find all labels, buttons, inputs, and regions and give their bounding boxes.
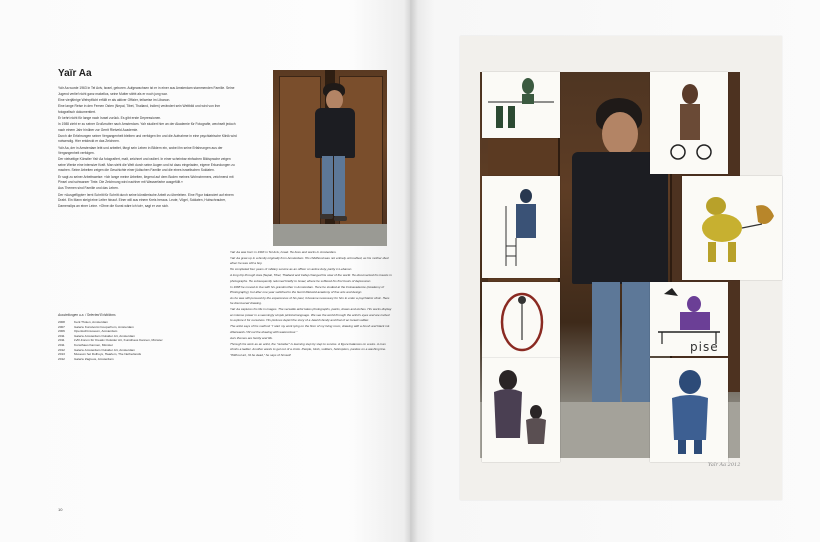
exhibitions-list <box>58 320 238 361</box>
jeans-leg-right <box>622 282 650 416</box>
jeans-leg-left <box>592 282 620 414</box>
exhibition-year: 2011 <box>58 338 65 343</box>
book-gutter <box>404 0 418 542</box>
face <box>326 90 343 110</box>
exhibition-venue: Openluchtmuseum, Amsterdam <box>74 329 118 334</box>
body-paragraph: In 1988 zieht er zu seiner Großmutter nach Amsterdam. Yaïr studiert hier an der Akademie für Fotografie, wechselt jedoch nach einem Jahr hinüber zur Gerrit Rietveld Academie. <box>58 121 236 132</box>
exhibition-venue: Galerie Kunstvorst Cooperhom, Amsterdam <box>74 324 134 329</box>
collage-artwork <box>460 36 782 500</box>
caption-paragraph: A long trip through Asia (Nepal, Tibet, Thailand and India) changed his view of the world. He documented his travels in photographs. He subsequently returned briefly to Israel, where he suffered his first bouts of depression. <box>230 273 392 283</box>
exhibition-year: 2007 <box>58 324 65 329</box>
body-paragraph: Eine lange Reise in den Fernen Osten (Nepal, Tibet, Thailand, Indien) verändert sein Weltbild und wird von ihm fotografisch dokumentiert. <box>58 103 221 114</box>
artist-photo <box>273 70 387 246</box>
artist-signature: Yaïr Aa 2012 <box>708 462 741 468</box>
exhibition-year: 2008 <box>58 320 65 324</box>
drawing-tightrope <box>482 72 560 138</box>
caption-paragraph: Aa's themes are family and life. <box>230 335 273 340</box>
drawing-ladder-figure <box>482 176 560 278</box>
yellow-figure-drawing <box>682 176 782 280</box>
drawing-blue-figure <box>650 358 728 462</box>
english-biography <box>230 250 392 358</box>
drawing-inscription: pise <box>690 340 719 354</box>
german-biography <box>58 86 238 210</box>
body-paragraph: Durch die Erfahrungen seiner Vergangenheit bleiben und verfolgen ihn und die Aufnahme in eine psychiatrische Klinik wird notwendig. Hier entdeckt er das Zeichnen. <box>58 133 237 144</box>
body-paragraph: Yaïr Aa, der in Amsterdam lebt und arbeitet, fängt sein Leben in Bildern ein, wobei ihn seine Erfahrungen aus der Vergangenheit verfolgen. <box>58 145 223 156</box>
artist-name-title: Yaïr Aa <box>58 68 92 79</box>
face <box>602 112 638 156</box>
caption-paragraph: He completed four years of military service as an officer on active duty, partly in Lebanon. <box>230 267 353 272</box>
body-paragraph: Eine vierjährige Wehrpflicht erfüllt er als aktiver Offizier, teilweise im Libanon. <box>58 97 171 102</box>
exhibition-year: 2006 <box>58 329 65 334</box>
jeans-leg-right <box>334 156 345 216</box>
figure-on-wheels-drawing <box>650 72 728 174</box>
caption-paragraph: Yaïr Aa grew up in a family originally from Amsterdam. His childhood was not entirely untroubled, as his mother died when he was still a boy. <box>230 255 389 266</box>
page-number: 10 <box>58 507 63 512</box>
body-paragraph: Der vielseitige Künstler Yaïr Aa fotografiert, malt, zeichnet und radiert. In einer scheinbar einfachen Bildsprache zeigen seine Werke eine intensive Kraft. Man sieht die Welt durch seine Augen und ist dazu eingeladen, eigene Erkundungen zu machen. Seine Arbeiten zeigen die Geschichte einer jüdischen Familie und die eines israelischen Soldaten. <box>58 157 235 173</box>
exhibition-year: 2012 <box>58 356 65 361</box>
exhibition-row <box>58 357 238 362</box>
exhibition-venue: Kerk Tholen, Amsterdam <box>74 320 108 324</box>
caption-paragraph: Yaïr Aa was born in 1963 in Tel Aviv, Israel. He lives and works in Amsterdam. <box>230 250 337 254</box>
exhibition-venue: Galerie Zagreus, Amsterdam <box>74 356 114 361</box>
circle-figure-drawing <box>482 282 560 360</box>
caption-paragraph: As he was still pursued by the experiences of his past, it became necessary for him to enter a psychiatric clinic. Here he discovered drawing. <box>230 295 390 306</box>
exhibition-venue: LVR-Forum für Kreativ Outsider Art, Kunsthaus Kannen, Münster <box>74 338 163 343</box>
blue-figure-drawing <box>650 358 728 462</box>
jeans-leg-left <box>322 156 333 214</box>
exhibition-venue: Kunsthaus Kannen, Münster <box>74 342 114 347</box>
exhibition-venue: Museum het Dolhuys, Haarlem, The Netherlands <box>74 352 142 357</box>
tightrope-walker-drawing <box>482 72 560 138</box>
caption-paragraph: In 1988 he moved to live with his grandmother in Amsterdam. Here he studied at the Fotoacademie (Academy of Photography), but after one year switched to the Gerrit Rietveld academy of fine arts and design. <box>230 284 384 295</box>
drawing-purple-figure <box>650 282 728 356</box>
drawing-circle-figure <box>482 282 560 360</box>
doorstep <box>273 224 387 246</box>
caption-paragraph: The artist says of his method: "I start my work lying on the floor of my living room, drawing with a brush and black ink. Afterwards I fill out the drawing with watercolour." <box>230 324 391 334</box>
exhibition-year: 2011 <box>58 333 65 338</box>
exhibition-venue: Galerie Amsterdam Outsider Art, Amsterdam <box>74 333 136 338</box>
exhibition-year: 2011 <box>58 342 65 347</box>
shoe-right <box>334 216 347 221</box>
two-figures-drawing <box>482 358 560 462</box>
body-paragraph: Yaïr Aa wurde 1963 in Tel Aviv, Israel, geboren. Aufgewachsen ist er in einer aus Amsterdam stammenden Familie. Seine Jugend verlief nicht ganz makellos, seine Mutter stirbt als er noch jung war. <box>58 86 235 96</box>
shoe-left <box>320 214 333 219</box>
ladder-figure-drawing <box>482 176 560 278</box>
exhibition-year: 2012 <box>58 347 65 352</box>
drawing-two-figures <box>482 358 560 462</box>
exhibitions-heading: Ausstellungen u.a. / Selected Exhibitions <box>58 313 116 317</box>
body-paragraph: Er sagt zu seiner Arbeitsweise: »Ich lange meine Arbeiten, liegend auf dem Boden meines Wohnzimmers, zeichnend mit Pinsel und schwarzer Tinte. Die Zeichnung wird nachher mit Wasserfarbe ausgefüllt.« <box>58 174 234 185</box>
exhibition-venue: Galerie Amsterdam Outsider Art, Amsterdam <box>74 347 136 352</box>
drawing-figure-wheels <box>650 72 728 174</box>
body-paragraph: Er kehrt nicht für lange nach Israel zurück. Es gibt erste Depressionen. <box>58 115 162 120</box>
jacket <box>315 108 355 158</box>
caption-paragraph: Through his work as an artist, the "outsider" is learning step by step to survive. A figure balances on a wire. A man climbs a ladder. Another wants to get out of a circle. People, birds, soldiers, helicopters, panties on a washing line. "Without art, I'd be dead," he says of himself. <box>230 341 387 357</box>
body-paragraph: Der »Ausgeflippte« lernt Schritt für Schritt durch seine künstlerische Arbeit zu überleben. Eine Figur balanciert auf einem Draht. Ein Mann steigt eine Leiter hinauf. Einer will aus einem Kreis heraus. Leute, Vögel, Soldaten, Hubschrauber, Damenslips an einer Leine. »Ohne die Kunst wäre ich tot«, sagt er von sich. <box>58 192 234 208</box>
body-paragraph: Aus Themen sind Familie und das Leben. <box>58 186 119 191</box>
caption-paragraph: Yaïr Aa captures his life in images. The versatile artist takes photographs, paints, draws and etches. His works display an intense power in a seemingly simple pictorial language. We see the world through the artist's eyes and are invited to explore it for ourselves. His pictures depict the story of a Jewish family and that of an Israeli soldier. <box>230 307 392 323</box>
exhibition-year: 2013 <box>58 352 65 357</box>
drawing-yellow-figure <box>682 176 782 280</box>
